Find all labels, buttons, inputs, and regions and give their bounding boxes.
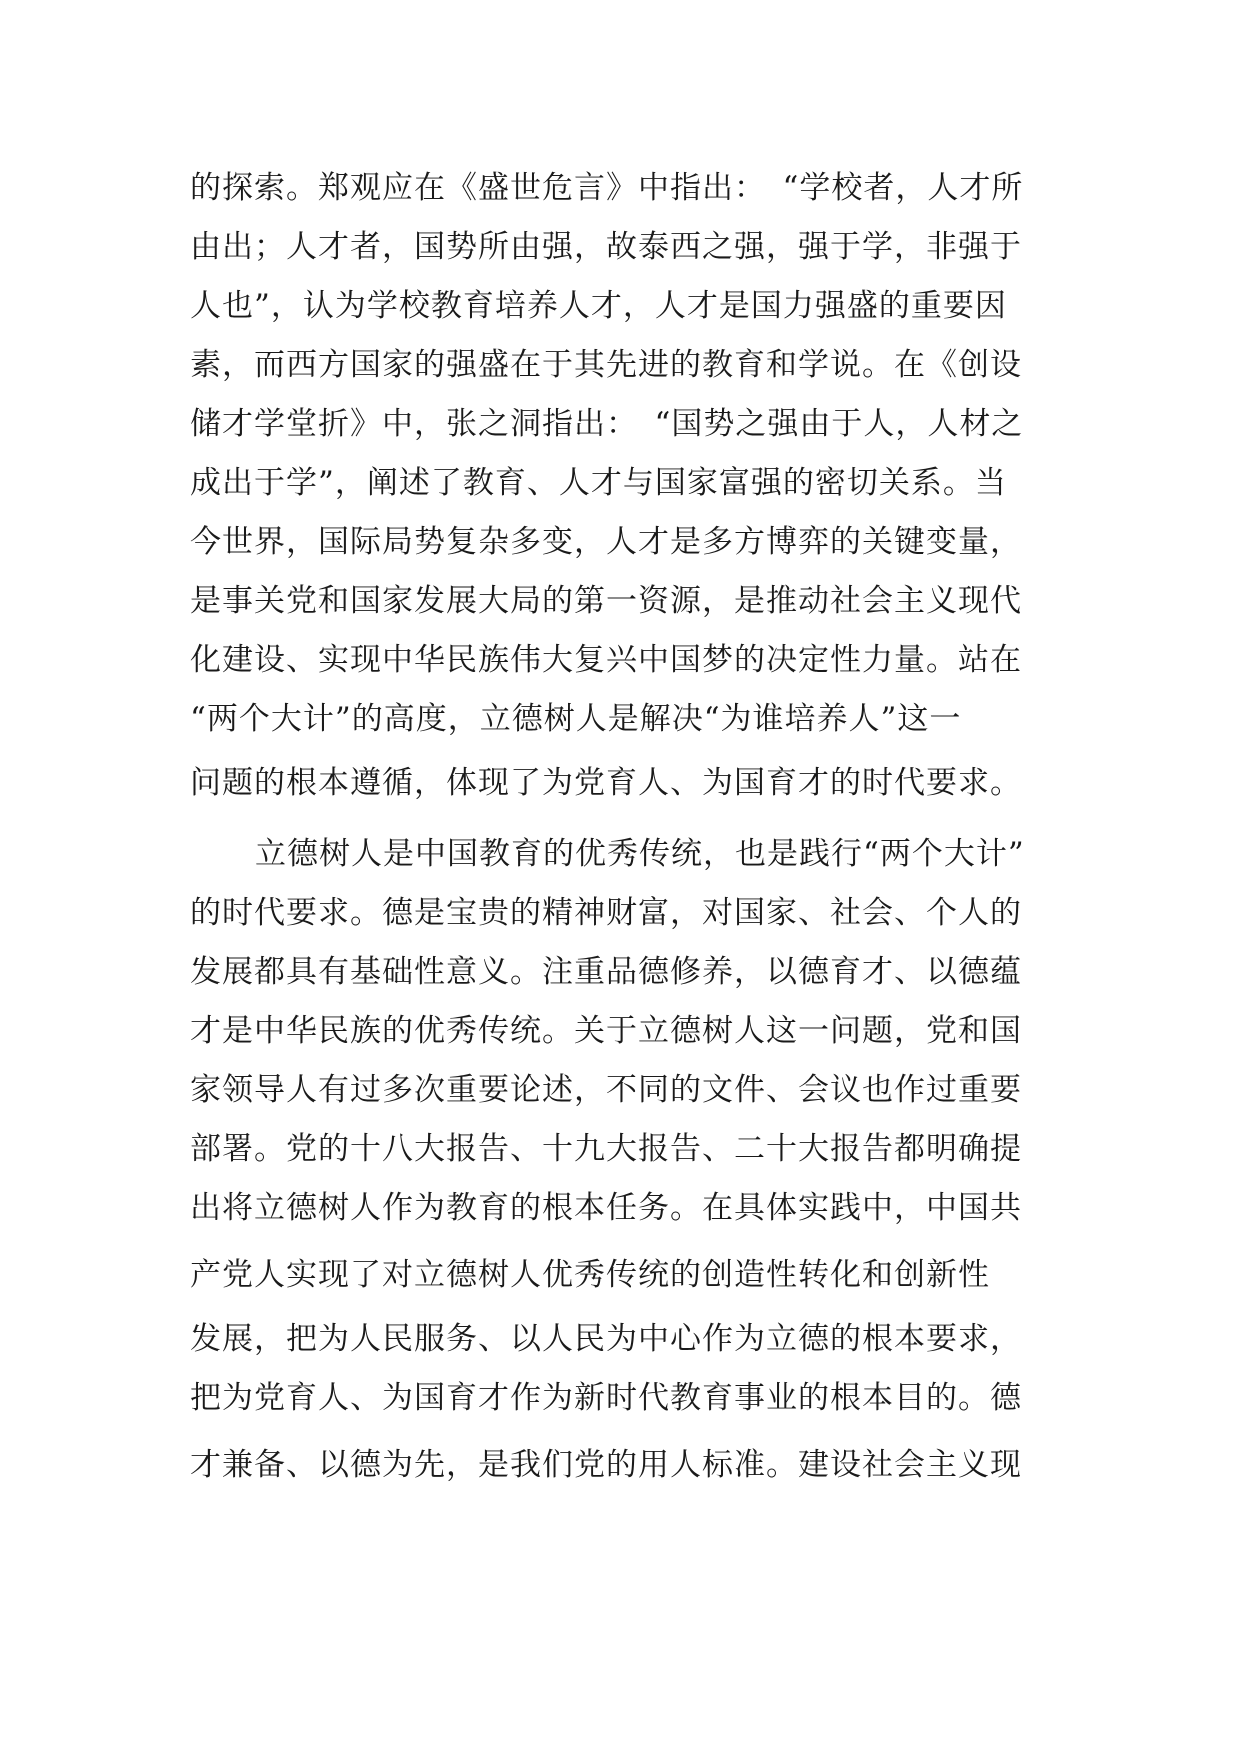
text-line: 产党人实现了对立德树人优秀传统的创造性转化和创新性 (190, 1257, 990, 1293)
text-line: 部署。党的十八大报告、十九大报告、二十大报告都明确提 (190, 1131, 1022, 1167)
text-line: 才兼备、以德为先，是我们党的用人标准。建设社会主义现 (190, 1447, 1022, 1483)
text-line: 发展，把为人民服务、以人民为中心作为立德的根本要求， (190, 1321, 1022, 1357)
text-line: 化建设、实现中华民族伟大复兴中国梦的决定性力量。站在 (190, 642, 1022, 678)
text-line: 是事关党和国家发展大局的第一资源，是推动社会主义现代 (190, 583, 1022, 619)
text-line: 发展都具有基础性意义。注重品德修养，以德育才、以德蕴 (190, 954, 1022, 990)
text-line: 出将立德树人作为教育的根本任务。在具体实践中，中国共 (190, 1190, 1022, 1226)
text-line: 的探索。郑观应在《盛世危言》中指出： “学校者，人才所 (190, 170, 1024, 206)
text-line: 把为党育人、为国育才作为新时代教育事业的根本目的。德 (190, 1380, 1022, 1416)
text-line: 储才学堂折》中，张之洞指出： “国势之强由于人，人材之 (190, 406, 1024, 442)
text-line: 人也”，认为学校教育培养人才，人才是国力强盛的重要因 (190, 288, 1007, 324)
text-line: 素，而西方国家的强盛在于其先进的教育和学说。在《创设 (190, 347, 1022, 383)
text-line: 成出于学”，阐述了教育、人才与国家富强的密切关系。当 (190, 465, 1007, 501)
text-line: 今世界，国际局势复杂多变，人才是多方博弈的关键变量， (190, 524, 1022, 560)
text-line: 由出；人才者，国势所由强，故泰西之强，强于学，非强于 (190, 229, 1022, 265)
text-line: 家领导人有过多次重要论述，不同的文件、会议也作过重要 (190, 1072, 1022, 1108)
text-line: 的时代要求。德是宝贵的精神财富，对国家、社会、个人的 (190, 895, 1022, 931)
text-line: 才是中华民族的优秀传统。关于立德树人这一问题，党和国 (190, 1013, 1022, 1049)
text-line: “两个大计”的高度，立德树人是解决“为谁培养人”这一 (190, 701, 962, 737)
text-line: 问题的根本遵循，体现了为党育人、为国育才的时代要求。 (190, 765, 1022, 801)
text-line: 立德树人是中国教育的优秀传统，也是践行“两个大计” (255, 836, 1025, 872)
